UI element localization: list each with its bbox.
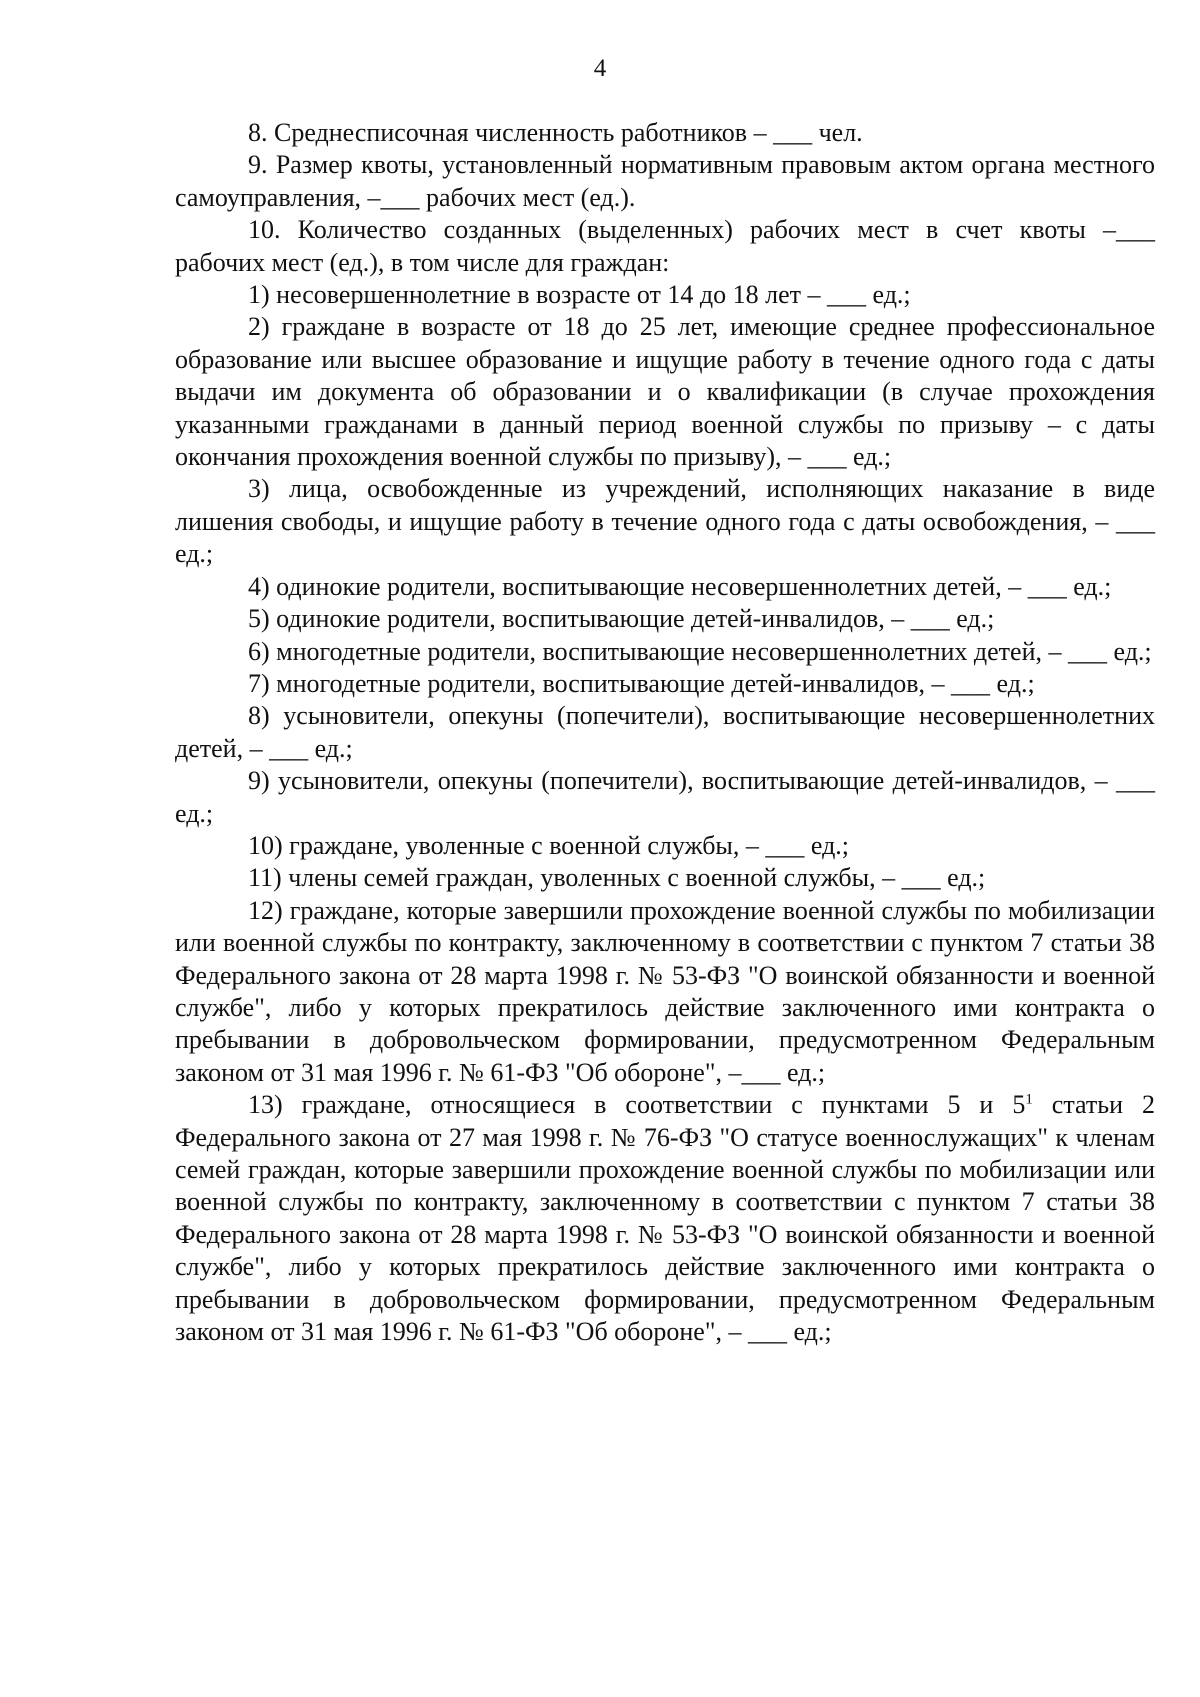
superscript-marker: 1 (1025, 1091, 1033, 1108)
subitem-13 (175, 1089, 1155, 1348)
paragraph-item-8: 8. Среднесписочная численность работников – ___ чел. (248, 118, 863, 147)
subitem-12: 12) граждане, которые завершили прохождение военной службы по мобилизации или военной службы по контракту, заключенному в соответствии с пунктом 7 статьи 38 Федерального закона от 28 марта 1998 г. № 53-ФЗ "О воинской обязанности и военной службе", либо у которых прекратилось действие заключенного ими контракта о пребывании в добровольческом формировании, предусмотренном Федеральным законом от 31 мая 1996 г. № 61-ФЗ "Об обороне", –___ ед.; (175, 895, 1155, 1087)
subitem-6: 6) многодетные родители, воспитывающие несовершеннолетних детей, – ___ ед.; (248, 636, 1152, 666)
paragraph-item-10: 10. Количество созданных (выделенных) рабочих мест в счет квоты –___ рабочих мест (ед.), в том числе для граждан: (175, 215, 1155, 277)
subitem-3: 3) лица, освобожденные из учреждений, исполняющих наказание в виде лишения свободы, и ищущие работу в течение одного года с даты освобождения, – ___ ед.; (175, 474, 1155, 569)
subitem-5: 5) одинокие родители, воспитывающие детей-инвалидов, – ___ ед.; (248, 604, 995, 634)
subitem-10: 10) граждане, уволенные с военной службы, – ___ ед.; (248, 830, 850, 860)
subitem-8: 8) усыновители, опекуны (попечители), воспитывающие несовершеннолетних детей, – ___ ед.; (175, 701, 1155, 763)
subitem-2: 2) граждане в возрасте от 18 до 25 лет, имеющие среднее профессиональное образование или высшее образование и ищущие работу в течение одного года с даты выдачи им документа об образовании и о квалификации (в случае прохождения указанными гражданами в данный период военной службы по призыву – с даты окончания прохождения военной службы по призыву), – ___ ед.; (175, 312, 1155, 472)
subitem-1: 1) несовершеннолетние в возрасте от 14 до 18 лет – ___ ед.; (248, 280, 911, 310)
subitem-7: 7) многодетные родители, воспитывающие детей-инвалидов, – ___ ед.; (248, 668, 1035, 698)
subitem-13-text-end: статьи 2 Федерального закона от 27 мая 1998 г. № 76-ФЗ "О статусе военнослужащих" к членам семей граждан, которые завершили прохождение военной службы по мобилизации или военной службы по контракту, заключенному в соответствии с пунктом 7 статьи 38 Федерального закона от 28 марта 1998 г. № 53-ФЗ "О воинской обязанности и военной службе", либо у которых прекратилось действие заключенного ими контракта о пребывании в добровольческом формировании, предусмотренном Федеральным законом от 31 мая 1996 г. № 61-ФЗ "Об обороне", – ___ ед.; (175, 1090, 1155, 1347)
paragraph-item-9: 9. Размер квоты, установленный нормативным правовым актом органа местного самоуправления, –___ рабочих мест (ед.). (175, 150, 1155, 212)
subitem-11: 11) члены семей граждан, уволенных с военной службы, – ___ ед.; (248, 863, 986, 893)
document-body (175, 117, 1155, 1348)
subitem-4: 4) одинокие родители, воспитывающие несовершеннолетних детей, – ___ ед.; (248, 571, 1112, 601)
subitem-9: 9) усыновители, опекуны (попечители), воспитывающие детей-инвалидов, – ___ ед.; (175, 766, 1155, 828)
page-number: 4 (593, 55, 607, 82)
subitem-13-text-start: 13) граждане, относящиеся в соответствии с пунктами 5 и 5 (248, 1090, 1026, 1120)
